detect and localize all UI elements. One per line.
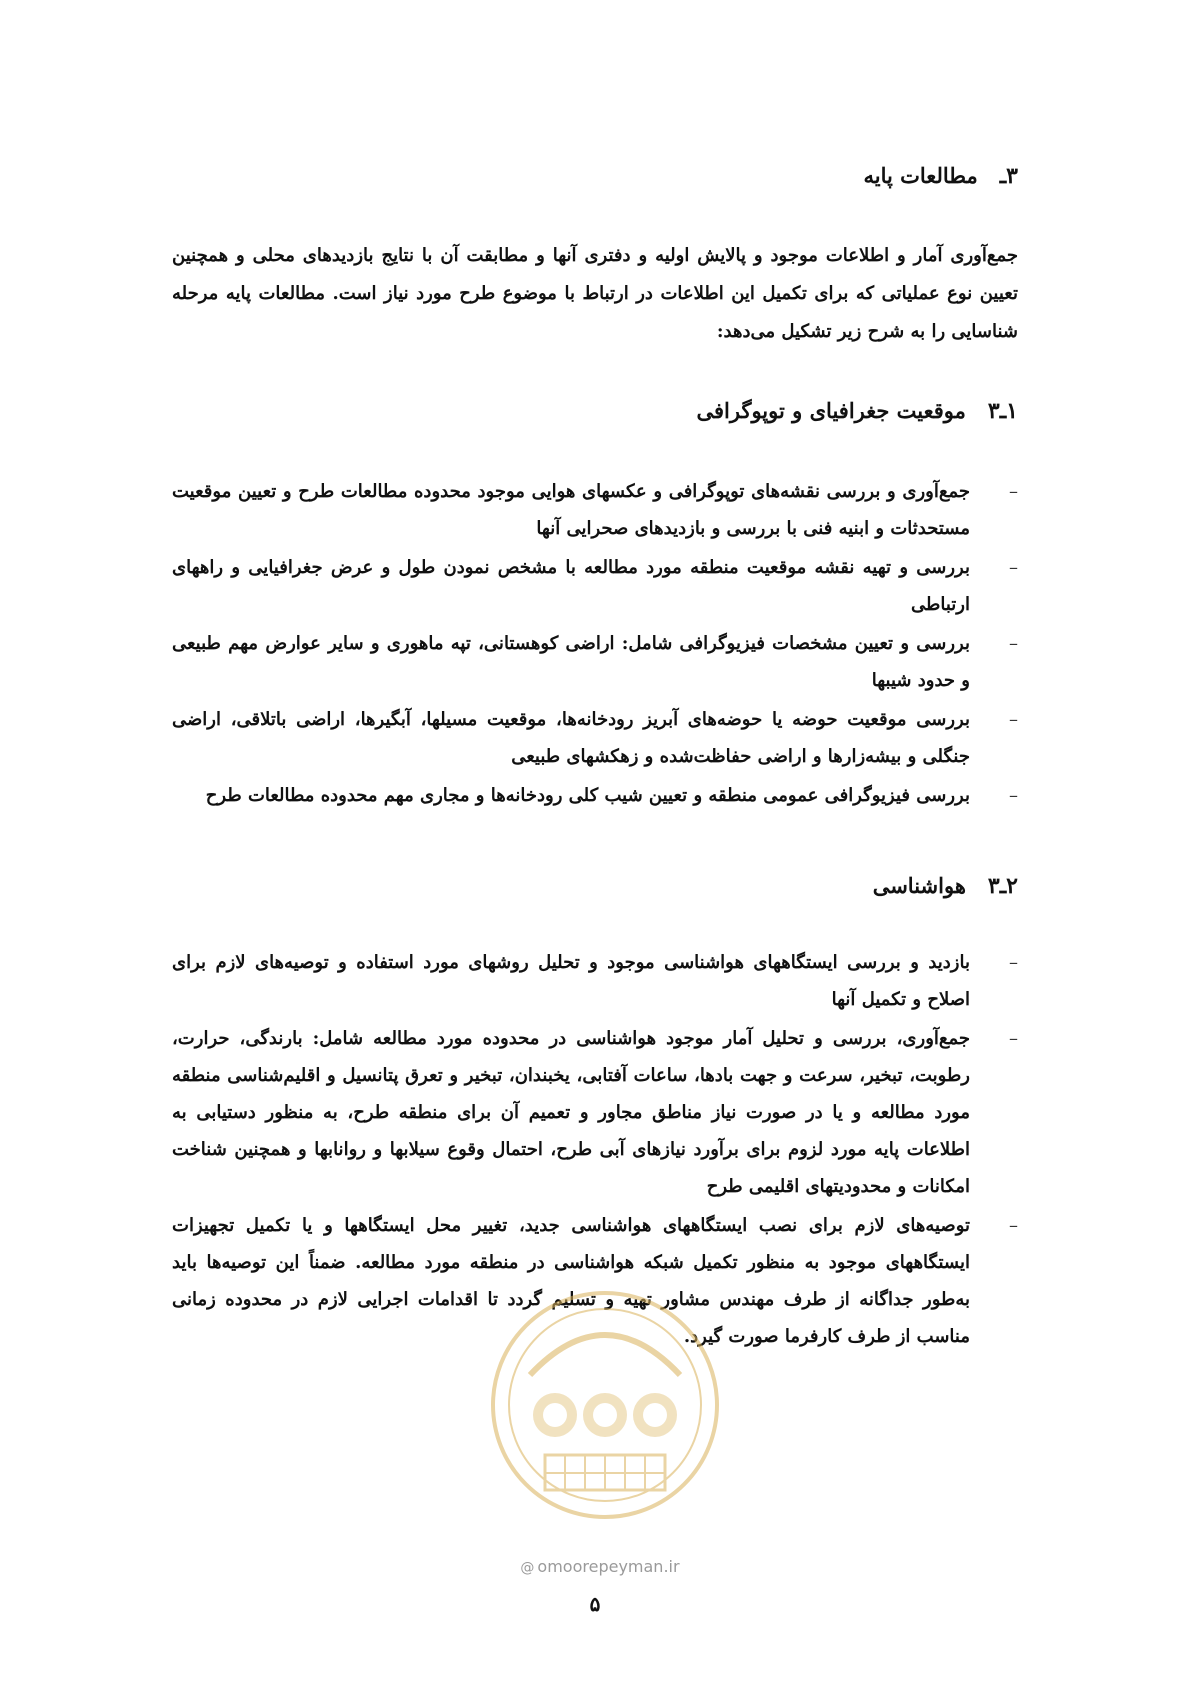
list-item: – بررسی و تعیین مشخصات فیزیوگرافی شامل: اراضی کوهستانی، تپه ماهوری و سایر عوارض مهم طبیعی و حدود شیبها <box>172 625 1018 699</box>
watermark-site <box>500 1557 700 1576</box>
list-item: – بررسی موقعیت حوضه یا حوضه‌های آبریز رودخانه‌ها، موقعیت مسیلها، آبگیرها، اراضی باتلاقی، اراضی جنگلی و بیشه‌زارها و اراضی حفاظت‌شده و زهکشهای طبیعی <box>172 701 1018 775</box>
page-number: ۵ <box>589 1592 601 1616</box>
section-number: ۱ـ۳ <box>987 398 1018 424</box>
intro-paragraph: جمع‌آوری آمار و اطلاعات موجود و پالایش اولیه و دفتری آنها و مطابقت آن با نتایج بازدیدهای محلی و همچنین تعیین نوع عملیاتی که برای تکمیل این اطلاعات در ارتباط با موضوع طرح مورد نیاز است. مطالعات پایه مرحله شناسایی را به شرح زیر تشکیل می‌دهد: <box>172 245 1018 342</box>
dash-bullet: – <box>1009 1028 1018 1049</box>
watermark-site-text: omoorepeyman.ir <box>537 1557 680 1576</box>
section-heading-3-1 <box>697 398 1019 424</box>
section-heading-3 <box>863 163 1018 189</box>
list-item: – جمع‌آوری، بررسی و تحلیل آمار موجود هواشناسی در محدوده مورد مطالعه شامل: بارندگی، حرارت، رطوبت، تبخیر، سرعت و جهت بادها، ساعات آفتابی، یخبندان، تبخیر و تعرق پتانسیل و اقلیم‌شناسی منطقه مورد مطالعه و یا در صورت نیاز مناطق مجاور و تعمیم آن برای منطقه طرح، به منظور دستیابی به اطلاعات پایه مورد لزوم برای برآورد نیازهای آبی طرح، احتمال وقوع سیلابها و روانابها و همچنین شناخت امکانات و محدودیتهای اقلیمی طرح <box>172 1020 1018 1205</box>
section-title: هواشناسی <box>872 873 966 898</box>
dash-bullet: – <box>1009 952 1018 973</box>
list-item: – توصیه‌های لازم برای نصب ایستگاههای هواشناسی جدید، تغییر محل ایستگاهها و یا تکمیل تجهیزات ایستگاههای موجود به منظور تکمیل شبکه هواشناسی در منطقه مورد مطالعه. ضمناً این توصیه‌ها باید به‌طور جداگانه از طرف مهندس مشاور تهیه و تسلیم گردد تا اقدامات اجرایی لازم در محدوده زمانی مناسب از طرف کارفرما صورت گیرد. <box>172 1207 1018 1355</box>
dash-bullet: – <box>1009 785 1018 806</box>
dash-bullet: – <box>1009 557 1018 578</box>
dash-bullet: – <box>1009 633 1018 654</box>
section-heading-3-2 <box>873 873 1018 899</box>
list-3-1 <box>172 473 1018 816</box>
list-item: – بررسی و تهیه نقشه موقعیت منطقه مورد مطالعه با مشخص نمودن طول و عرض جغرافیایی و راههای ارتباطی <box>172 549 1018 623</box>
list-item: – بازدید و بررسی ایستگاههای هواشناسی موجود و تحلیل روشهای مورد استفاده و توصیه‌های لازم برای اصلاح و تکمیل آنها <box>172 944 1018 1018</box>
dash-bullet: – <box>1009 709 1018 730</box>
at-icon: @ <box>520 1560 535 1576</box>
dash-bullet: – <box>1009 1215 1018 1236</box>
list-item: – بررسی فیزیوگرافی عمومی منطقه و تعیین شیب کلی رودخانه‌ها و مجاری مهم محدوده مطالعات طرح <box>172 777 1018 814</box>
section-title: مطالعات پایه <box>863 163 978 188</box>
section-number: ۲ـ۳ <box>987 873 1018 899</box>
section-title: موقعیت جغرافیای و توپوگرافی <box>696 398 966 423</box>
section-number: ۳ـ <box>999 163 1018 189</box>
dash-bullet: – <box>1009 481 1018 502</box>
list-3-2 <box>172 944 1018 1357</box>
list-item: – جمع‌آوری و بررسی نقشه‌های توپوگرافی و عکسهای هوایی موجود محدوده مطالعات طرح و تعیین موقعیت مستحدثات و ابنیه فنی با بررسی و بازدیدهای صحرایی آنها <box>172 473 1018 547</box>
